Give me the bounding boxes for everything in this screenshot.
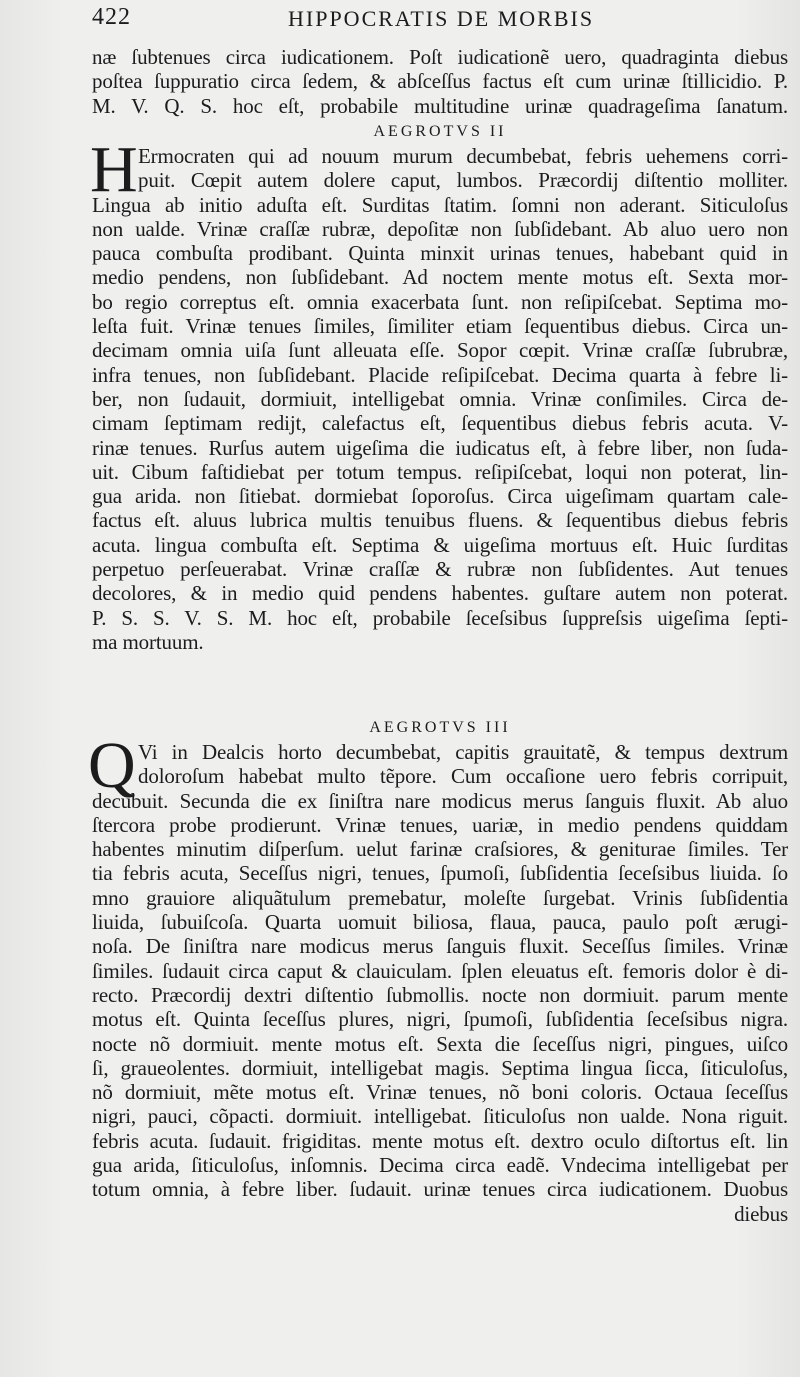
section-aegrotus-3 xyxy=(88,716,788,1226)
text-line: Vi in Dealcis horto decumbebat, capitis grauitatẽ, & tempus dextrum xyxy=(138,740,788,764)
text-line: factus eſt. aluus lubrica multis tenuibus fluens. & ſequentibus diebus febris xyxy=(92,508,788,533)
text-line: decubuit. Secunda die ex ſiniſtra nare modicus merus ſanguis fluxit. Ab aluo xyxy=(92,788,788,813)
text-line: rinæ tenues. Rurſus autem uigeſima die iudicatus eſt, à febre liber, non ſuda- xyxy=(92,435,788,460)
text-line: mno grauiore aliquãtulum premebatur, moleſte ſurgebat. Vrinis ſubſidentia xyxy=(92,885,788,910)
text-line: nigri, pauci, cõpacti. dormiuit. intelligebat. ſiticuloſus non ualde. Nona riguit. xyxy=(92,1104,788,1129)
text-line: nocte nõ dormiuit. mente motus eſt. Sexta die ſeceſſus nigri, pingues, uiſco xyxy=(92,1031,788,1056)
text-line: gua arida, ſiticuloſus, inſomnis. Decima circa eadẽ. Vndecima intelligebat per xyxy=(92,1153,788,1178)
paragraph xyxy=(90,133,788,654)
text-line: ſimiles. ſudauit circa caput & clauiculam. ſplen eleuatus eſt. femoris dolor è di- xyxy=(92,958,788,983)
text-line: acuta. lingua combuſta eſt. Septima & uigeſima mortuus eſt. Huic ſurditas xyxy=(92,532,788,557)
text-line: nõ dormiuit, mẽte motus eſt. Vrinæ tenues, nõ boni coloris. Octaua ſeceſſus xyxy=(92,1080,788,1105)
text-line: Ermocraten qui ad nouum murum decumbebat, febris uehemens corri- xyxy=(138,144,788,168)
paragraph xyxy=(88,729,788,1226)
text-line: bo regio correptus eſt. omnia exacerbata ſunt. non reſipiſcebat. Septima mo- xyxy=(92,289,788,314)
drop-cap: Q xyxy=(88,729,136,802)
text-line: gua arida. non ſitiebat. dormiebat ſoporoſus. Circa uigeſimam quartam cale- xyxy=(92,484,788,509)
section-heading: AEGROTVS II xyxy=(373,123,507,140)
section-aegrotus-2 xyxy=(92,120,788,654)
text-line: pauca combuſta prodibant. Quinta minxit urinas tenues, habebant quid in xyxy=(92,241,788,266)
text-line: uit. Cibum faſtidiebat per totum tempus. reſipiſcebat, loqui non poterat, lin- xyxy=(92,459,788,484)
text-line: ma mortuum. xyxy=(92,629,204,654)
page-number: 422 xyxy=(92,4,131,30)
text-line: non ualde. Vrinæ craſſæ rubræ, depoſitæ non ſubſidebant. Ab aluo uero non xyxy=(92,216,788,241)
page-header xyxy=(92,4,792,44)
text-line: febris acuta. ſudauit. frigiditas. mente motus eſt. dextro oculo diſtortus eſt. lin xyxy=(92,1128,788,1153)
text-line: liuida, ſubuiſcoſa. Quarta uomuit biliosa, flaua, pauca, paulo poſt ærugi- xyxy=(92,910,788,935)
text-line: infra tenues, non ſubſidebant. Placide reſipiſcebat. Decima quarta à febre li- xyxy=(92,362,788,387)
text-line: medio pendens, non ſubſidebant. Ad noctem mente motus eſt. Sexta mor- xyxy=(92,265,788,290)
text-line: leſta fuit. Vrinæ tenues ſimiles, ſimiliter etiam ſequentibus diebus. Circa un- xyxy=(92,314,788,339)
text-line: ſtercora probe prodierunt. Vrinæ tenues, uariæ, in medio pendens quiddam xyxy=(92,812,788,837)
running-title: HIPPOCRATIS DE MORBIS xyxy=(288,6,595,31)
section-heading: AEGROTVS III xyxy=(369,719,511,736)
text-line: motus eſt. Quinta ſeceſſus plures, nigri, ſpumoſi, ſubſidentia ſeceſsibus nigra. xyxy=(92,1007,788,1032)
text-line: Lingua ab initio aduſta eſt. Surditas ſtatim. ſomni non aderant. Siticuloſus xyxy=(92,192,788,217)
text-line: doloroſum habebat multo tẽpore. Cum occaſione uero febris corripuit, xyxy=(138,764,788,789)
text-line: recto. Præcordij dextri diſtentio ſubmollis. nocte non dormiuit. parum mente xyxy=(92,982,788,1007)
text-line: tia febris acuta, Seceſſus nigri, tenues, ſpumoſi, ſubſidentia ſeceſsibus liuida. ſo xyxy=(92,861,788,886)
drop-cap: H xyxy=(90,133,138,206)
text-line: ſi, graueolentes. dormiuit, intelligebat magis. Septima lingua ſicca, ſiticuloſus, xyxy=(92,1055,788,1080)
text-line: P. S. S. V. S. M. hoc eſt, probabile ſeceſsibus ſuppreſsis uigeſima ſepti- xyxy=(92,605,788,630)
text-line: puit. Cœpit autem dolere caput, lumbos. Præcordij diſtentio molliter. xyxy=(138,168,788,193)
text-line: næ ſubtenues circa iudicationem. Poſt iudicationẽ uero, quadraginta diebus xyxy=(92,45,788,69)
catchword: diebus xyxy=(734,1201,788,1226)
text-line: noſa. De ſiniſtra nare modicus merus ſanguis fluxit. Seceſſus ſimiles. Vrinæ xyxy=(92,934,788,959)
text-line: ber, non ſudauit, dormiuit, intelligebat omnia. Vrinæ conſimiles. Circa de- xyxy=(92,386,788,411)
continuation-text xyxy=(92,45,788,118)
text-line: perpetuo perſeuerabat. Vrinæ craſſæ & rubræ non ſubſidentes. Aut tenues xyxy=(92,557,788,582)
text-line: decolores, & in medio quid pendens habentes. guſtare autem non poterat. xyxy=(92,581,788,606)
text-line: cimam ſeptimam redijt, calefactus eſt, ſequentibus diebus febris acuta. V- xyxy=(92,411,788,436)
text-line: totum omnia, à febre liber. ſudauit. urinæ tenues circa iudicationem. Duobus xyxy=(92,1177,788,1202)
text-line: poſtea ſuppuratio circa ſedem, & abſceſſus factus eſt cum urinæ ſtillicidio. P. xyxy=(92,69,788,94)
text-line: M. V. Q. S. hoc eſt, probabile multitudine urinæ quadrageſima ſanatum. xyxy=(92,93,788,118)
text-line: decimam omnia uiſa ſunt alleuata eſſe. Sopor cœpit. Vrinæ craſſæ ſubrubræ, xyxy=(92,338,788,363)
text-line: habentes minutim diſperſum. uelut farinæ craſsiores, & geniturae ſimiles. Ter xyxy=(92,837,788,862)
